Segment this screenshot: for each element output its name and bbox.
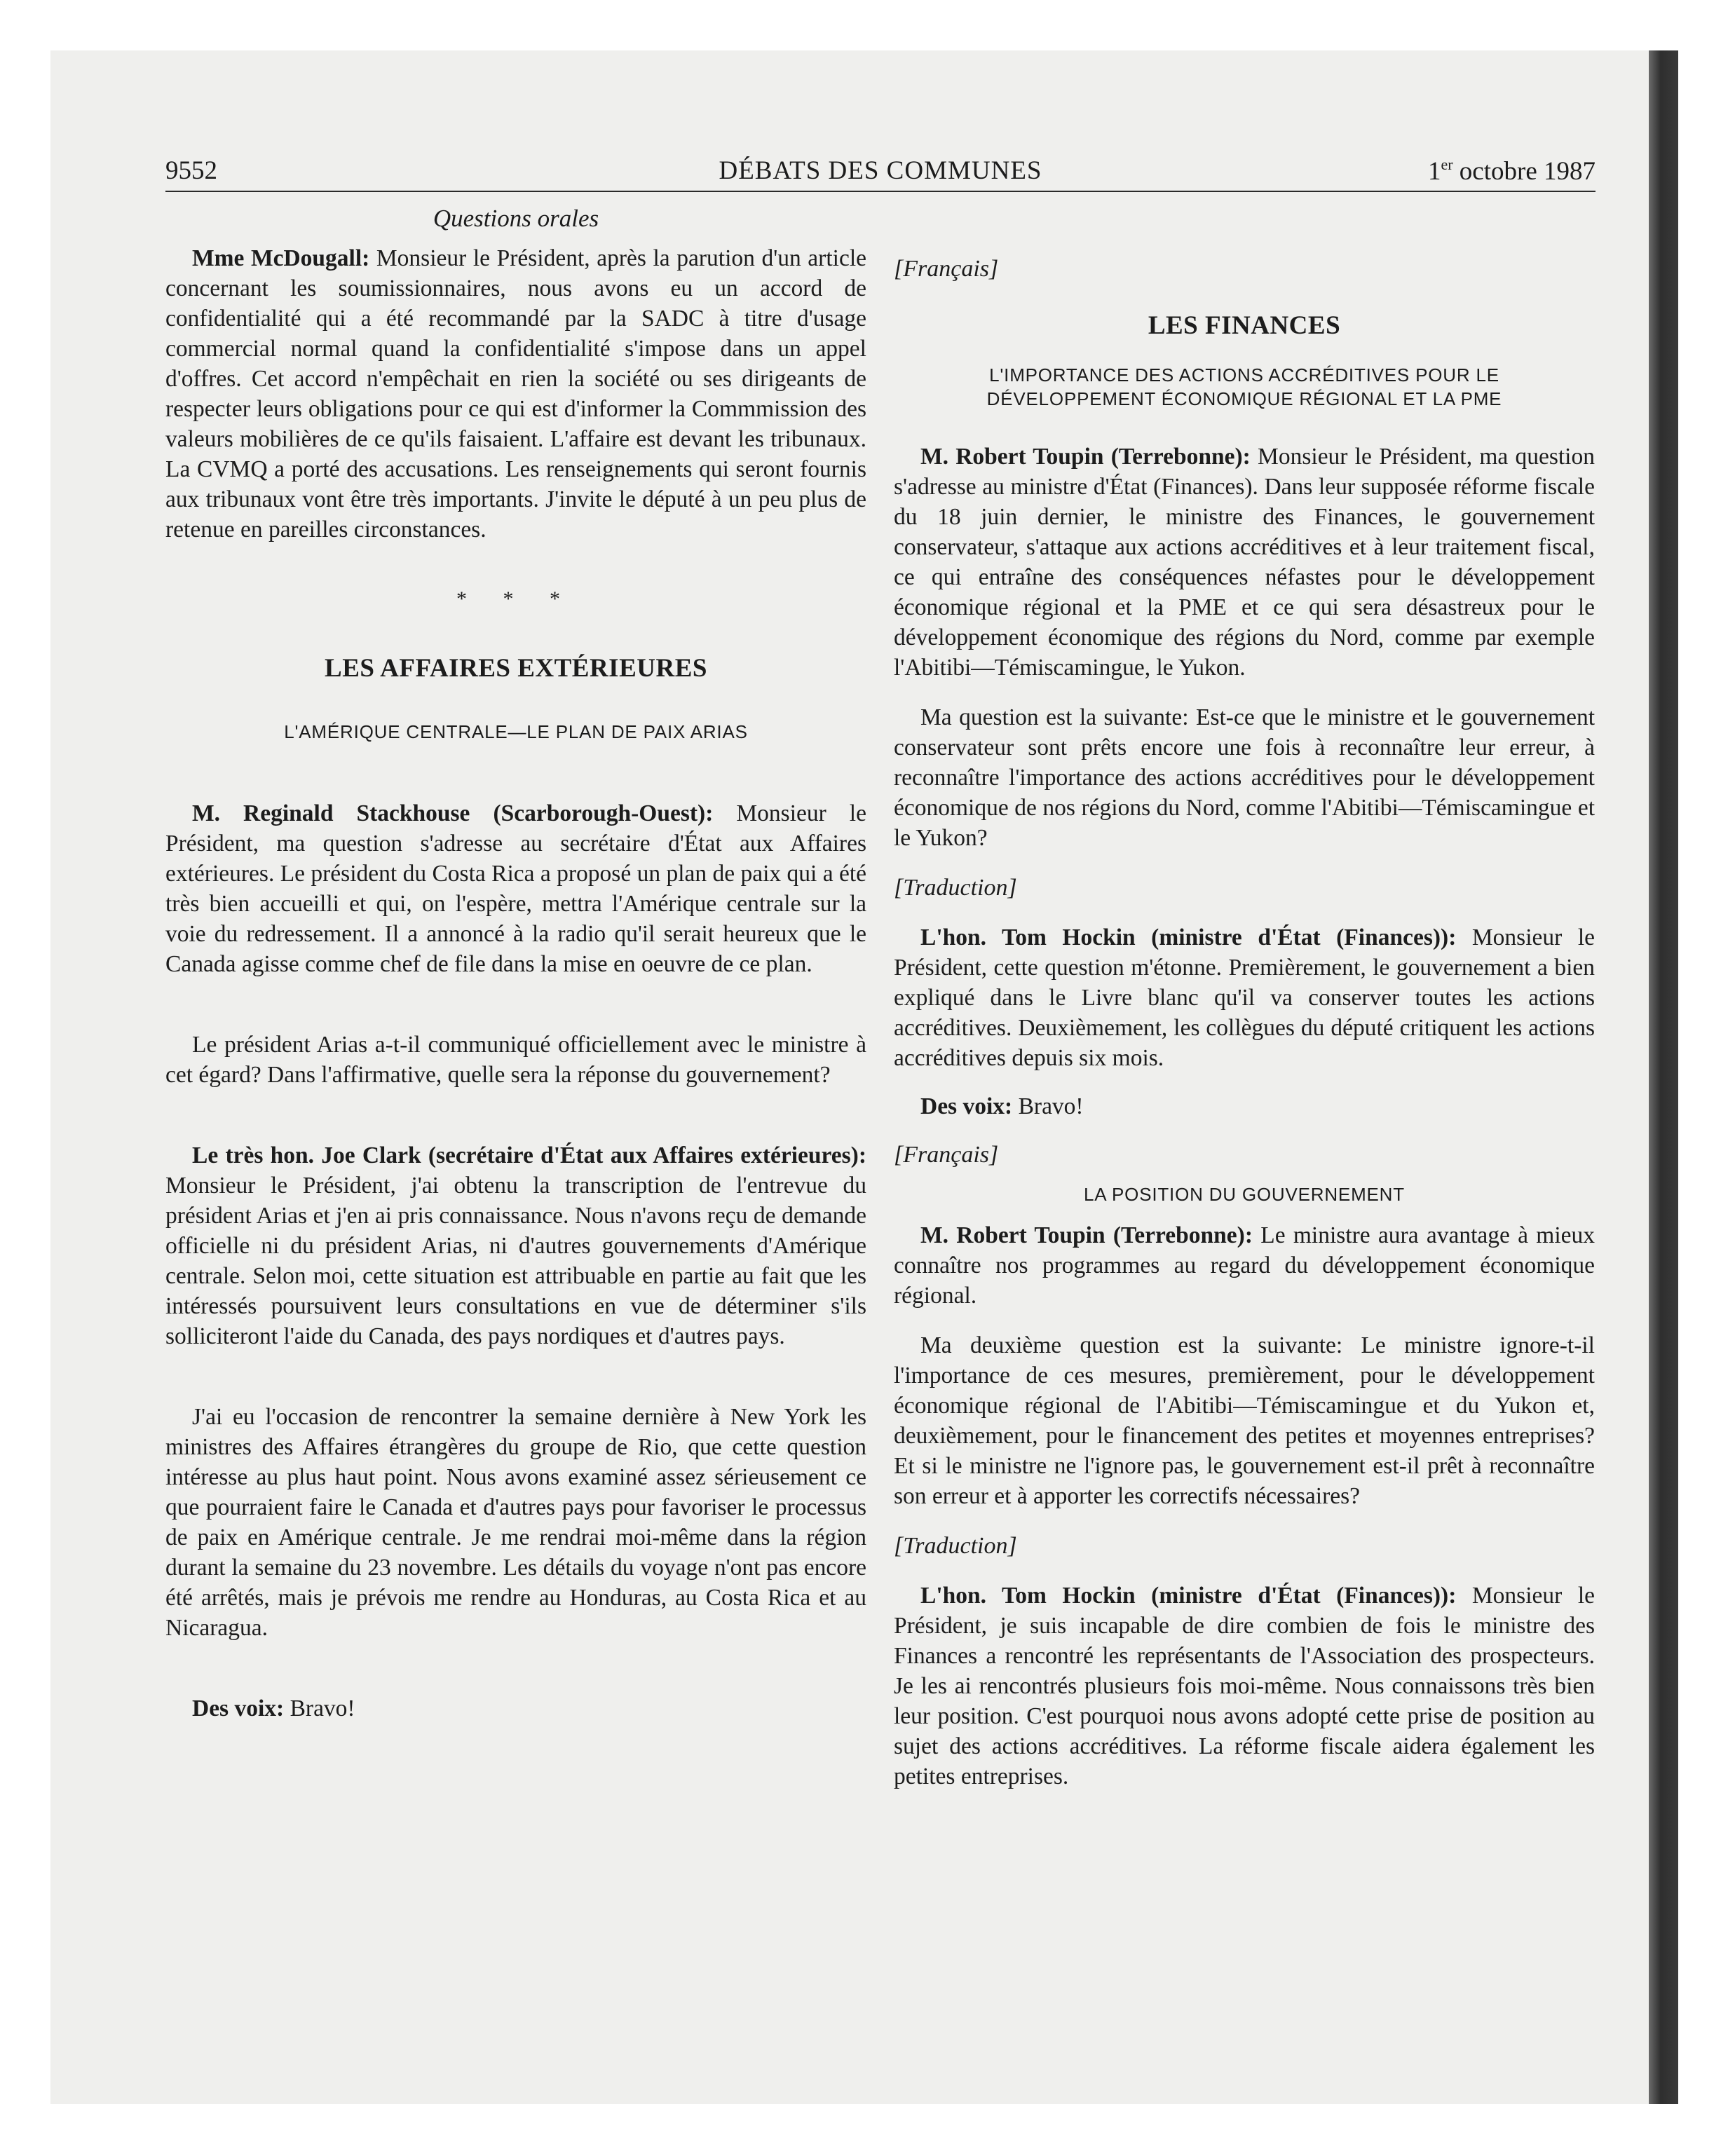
page-header (165, 154, 1595, 192)
speaker: Des voix: (192, 1696, 285, 1721)
subtopic-heading: L'AMÉRIQUE CENTRALE—LE PLAN DE PAIX ARIAS (284, 721, 748, 742)
paragraph: L'hon. Tom Hockin (ministre d'État (Finances)): Monsieur le Président, cette question m'étonne. Premièrement, le gouvernement a bien expliqué dans le Livre blanc qu'il va conserver toutes les actions accréditives. Deuxièmement, les collègues du député critiquent les actions accréditives depuis six mois. (894, 925, 1595, 1071)
paragraph: Des voix: Bravo! (920, 1093, 1084, 1119)
paragraph: M. Robert Toupin (Terrebonne): Le ministre aura avantage à mieux connaître nos programmes au regard du développement économique régional. (894, 1222, 1595, 1309)
paragraph: Le président Arias a-t-il communiqué officiellement avec le ministre à cet égard? Dans l'affirmative, quelle sera la réponse du gouvernement? (165, 1032, 866, 1088)
paragraph: Ma deuxième question est la suivante: Le ministre ignore-t-il l'importance de ces mesures, premièrement, pour le développement économique régional de l'Abitibi—Témiscamingue et du Yukon et, deuxièmement, pour le financement des petites et moyennes entreprises? Et si le ministre ne l'ignore pas, le gouvernement est-il prêt à reconnaître son erreur et à apporter les correctifs nécessaires? (894, 1332, 1595, 1509)
paragraph: Des voix: Bravo! (192, 1696, 355, 1721)
page-binding-edge (1649, 50, 1678, 2104)
speaker: L'hon. Tom Hockin (ministre d'État (Finances)): (920, 1583, 1457, 1609)
paragraph: Mme McDougall: Monsieur le Président, après la parution d'un article concernant les soumissionnaires, nous avons eu un accord de confidentialité qui a été recommandé par la SADC à titre d'usage commercial normal quand la confidentialité s'impose dans un appel d'offres. Cet accord n'empêchait en rien la société ou ses dirigeants de respecter leurs obligations pour ce qui est d'informer la Commmission des valeurs mobilières de ce qu'ils faisaient. L'affaire est devant les tribunaux. La CVMQ a porté des accusations. Les renseignements qui seront fournis aux tribunaux vont être très importants. J'invite le député à un peu plus de retenue en pareilles circonstances. (165, 245, 866, 543)
paragraph: M. Robert Toupin (Terrebonne): Monsieur le Président, ma question s'adresse au ministre d'État (Finances). Dans leur supposée réforme fiscale du 18 juin dernier, le ministre des Finances, le gouvernement conservateur, s'attaque aux actions accréditives et à leur traitement fiscal, ce qui entraîne des conséquences néfastes pour le développement économique régional et la PME et ce qui sera désastreux pour le développement économique des régions du Nord, comme par exemple l'Abitibi—Témiscamingue, le Yukon. (894, 444, 1595, 681)
page-date: 1er octobre 1987 (1427, 156, 1595, 186)
language-marker: [Traduction] (894, 1533, 1017, 1559)
section-separator: * * * (456, 587, 576, 610)
speaker: Mme McDougall: (192, 245, 370, 271)
section-title: Questions orales (433, 205, 599, 232)
language-marker: [Français] (894, 1142, 999, 1168)
paragraph: Le très hon. Joe Clark (secrétaire d'État aux Affaires extérieures): Monsieur le Président, j'ai obtenu la transcription de l'entrevue du président Arias et j'en ai pris connaissance. Nous n'avons reçu de demande officielle ni du président Arias, ni d'autres gouvernements d'Amérique centrale. Selon moi, cette situation est attribuable en partie au fait que les intéressés poursuivent leurs consultations en vue de déterminer s'ils solliciteront l'aide du Canada, des pays nordiques et d'autres pays. (165, 1142, 866, 1349)
speaker: L'hon. Tom Hockin (ministre d'État (Finances)): (920, 925, 1457, 950)
subtopic-heading: L'IMPORTANCE DES ACTIONS ACCRÉDITIVES POUR LE DÉVELOPPEMENT ÉCONOMIQUE RÉGIONAL ET LA PME (986, 364, 1502, 409)
speaker: Des voix: (920, 1093, 1013, 1119)
subtopic-heading: LA POSITION DU GOUVERNEMENT (1084, 1184, 1405, 1205)
language-marker: [Français] (894, 256, 999, 282)
paragraph: J'ai eu l'occasion de rencontrer la semaine dernière à New York les ministres des Affaires étrangères du groupe de Rio, que cette question intéresse au plus haut point. Nous avons examiné assez sérieusement ce que pourraient faire le Canada et d'autres pays pour favoriser le processus de paix en Amérique centrale. Je me rendrai moi-même dans la région durant la semaine du 23 novembre. Les détails du voyage n'ont pas encore été arrêtés, mais je prévois me rendre au Honduras, au Costa Rica et au Nicaragua. (165, 1404, 866, 1641)
topic-heading: LES FINANCES (1148, 311, 1341, 340)
paragraph: Ma question est la suivante: Est-ce que le ministre et le gouvernement conservateur sont prêts encore une fois à reconnaître leur erreur, à reconnaître l'importance des actions accréditives pour le développement économique de nos régions du Nord, comme l'Abitibi—Témiscamingue et le Yukon? (894, 704, 1595, 851)
speaker: M. Robert Toupin (Terrebonne): (920, 444, 1251, 470)
paragraph: M. Reginald Stackhouse (Scarborough-Ouest): Monsieur le Président, ma question s'adresse au secrétaire d'État aux Affaires extérieures. Le président du Costa Rica a proposé un plan de paix qui a été très bien accueilli et qui, on l'espère, mettra l'Amérique centrale sur la voie du redressement. Il a annoncé à la radio qu'il serait heureux que le Canada agisse comme chef de file dans la mise en oeuvre de ce plan. (165, 800, 867, 977)
speaker: M. Robert Toupin (Terrebonne): (920, 1222, 1253, 1248)
page-number: 9552 (165, 156, 217, 185)
right-column (894, 203, 1595, 1792)
speaker: Le très hon. Joe Clark (secrétaire d'État aux Affaires extérieures): (192, 1142, 866, 1168)
paragraph: L'hon. Tom Hockin (ministre d'État (Finances)): Monsieur le Président, je suis incapable de dire combien de fois le ministre des Finances a rencontré les représentants de l'Association des prospecteurs. Je les ai rencontrés plusieurs fois moi-même. Nous connaissons très bien leur position. C'est pourquoi nous avons adopté cette prise de position au sujet des actions accréditives. La réforme fiscale aidera également les petites entreprises. (894, 1583, 1595, 1789)
publication-title: DÉBATS DES COMMUNES (719, 156, 1042, 185)
speaker: M. Reginald Stackhouse (Scarborough-Ouest): (192, 800, 714, 826)
language-marker: [Traduction] (894, 875, 1017, 901)
topic-heading: LES AFFAIRES EXTÉRIEURES (325, 654, 707, 683)
left-column (165, 203, 866, 1724)
